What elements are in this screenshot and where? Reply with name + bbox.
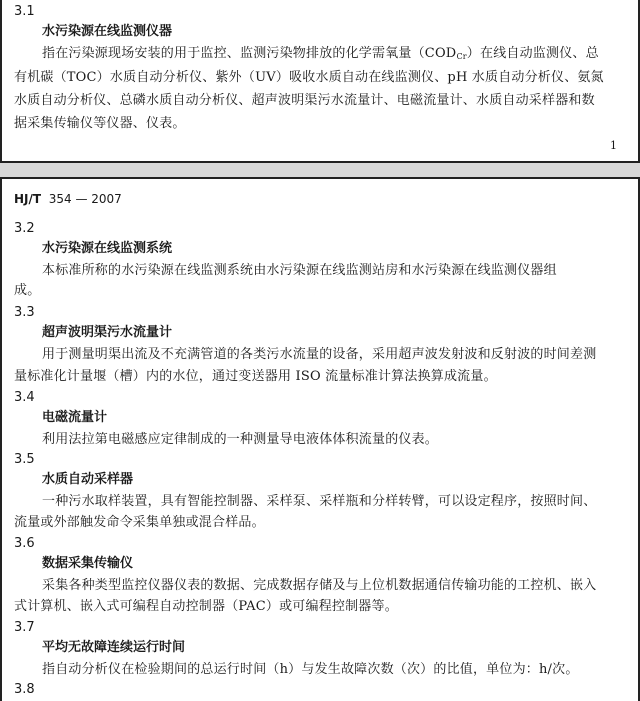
definition-line: 本标准所称的水污染源在线监测系统由水污染源在线监测站房和水污染源在线监测仪器组: [42, 263, 557, 278]
section-term: 电磁流量计: [42, 410, 108, 425]
section-term: 平均无故障连续运行时间: [42, 640, 186, 655]
section-number: 3.5: [14, 452, 35, 467]
section-number: 3.2: [14, 221, 35, 236]
section-term: 数据采集传输仪: [42, 556, 134, 571]
definition-line: 式计算机、嵌入式可编程自动控制器（PAC）或可编程控制器等。: [14, 599, 398, 614]
definition-line: 流量或外部触发命令采集单独或混合样品。: [14, 515, 265, 530]
definition-line: 据采集传输仪等仪器、仪表。: [14, 116, 186, 131]
definition-line: 采集各种类型监控仪器仪表的数据、完成数据存储及与上位机数据通信传输功能的工控机、嵌入: [42, 578, 597, 593]
section-number: 3.8: [14, 682, 35, 697]
definition-line: 利用法拉第电磁感应定律制成的一种测量导电液体体积流量的仪表。: [42, 432, 439, 447]
section-number: 3.4: [14, 390, 35, 405]
definition-line: 指自动分析仪在检验期间的总运行时间（h）与发生故障次数（次）的比值，单位为：h/次。: [42, 662, 579, 677]
definition-line: 指在污染源现场安装的用于监控、监测污染物排放的化学需氧量$(COD_{Cr})$在线自动监测仪、总: [42, 46, 599, 61]
page-header: HJ/T 354 — 2007: [14, 192, 122, 206]
page-number: 1: [610, 139, 617, 152]
section-term: 水污染源在线监测仪器: [42, 24, 173, 39]
section-number: 3.6: [14, 536, 35, 551]
page-separator: [0, 163, 640, 177]
page-1: [0, 0, 640, 163]
section-term: 水质自动采样器: [42, 472, 134, 487]
definition-line: 有机碳（TOC）水质自动分析仪、紫外（UV）吸收水质自动在线监测仪、pH 水质自动分析仪、氨氮: [14, 70, 604, 85]
definition-line: 成。: [14, 283, 41, 298]
definition-line: 用于测量明渠出流及不充满管道的各类污水流量的设备，采用超声波发射波和反射波的时间差测: [42, 347, 597, 362]
page-2: [0, 177, 640, 701]
definition-line: 一种污水取样装置，具有智能控制器、采样泵、采样瓶和分样转臂，可以设定程序，按照时间、: [42, 494, 597, 509]
section-number: 3.1: [14, 4, 35, 19]
section-number: 3.3: [14, 305, 35, 320]
section-term: 超声波明渠污水流量计: [42, 325, 173, 340]
section-term: 水污染源在线监测系统: [42, 241, 173, 256]
definition-line: 量标准化计量堰（槽）内的水位，通过变送器用 ISO 流量标准计算法换算成流量。: [14, 369, 497, 384]
definition-line: 水质自动分析仪、总磷水质自动分析仪、超声波明渠污水流量计、电磁流量计、水质自动采样器和数: [14, 93, 595, 108]
section-number: 3.7: [14, 620, 35, 635]
